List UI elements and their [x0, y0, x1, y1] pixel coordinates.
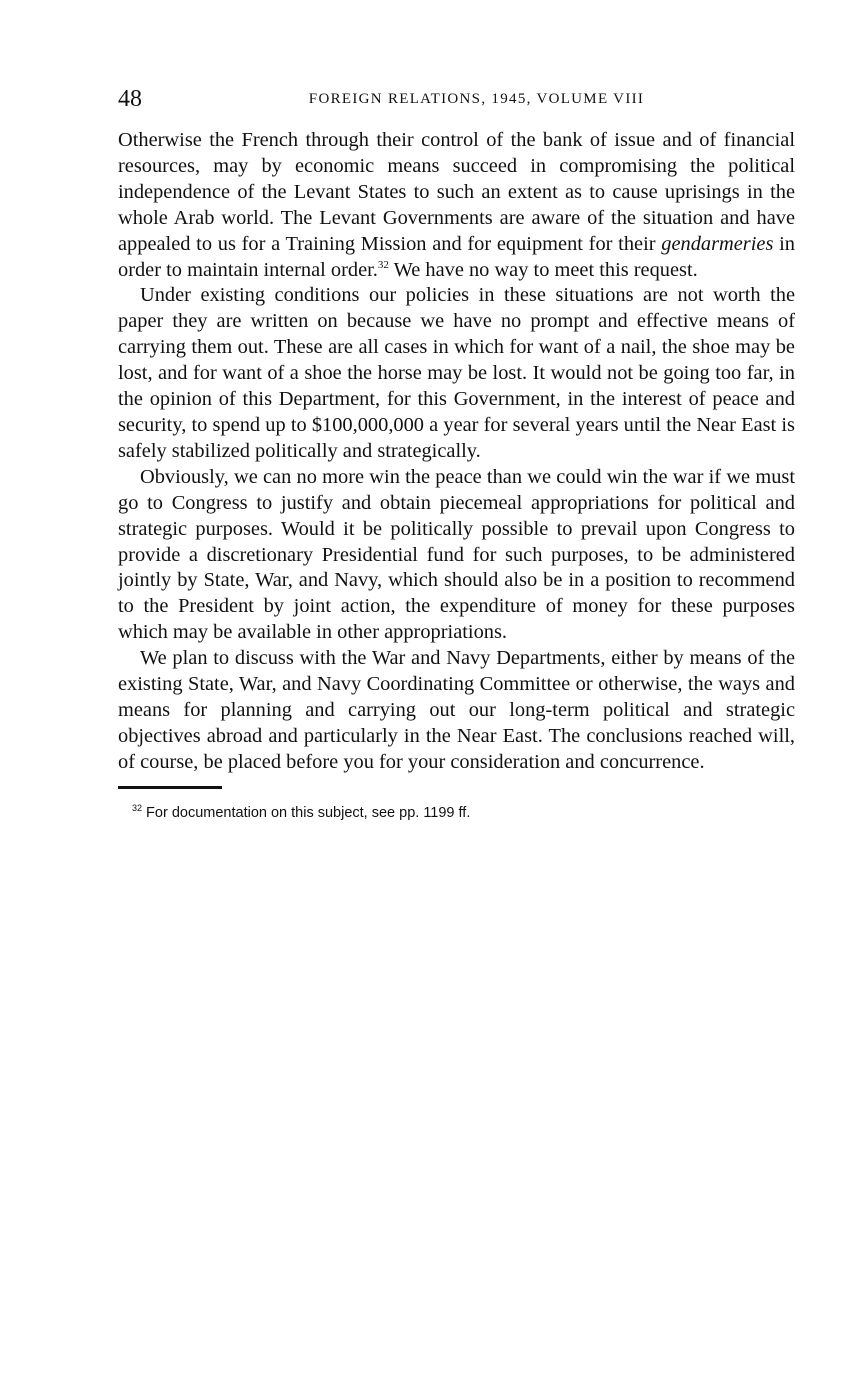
- paragraph-1-text: Otherwise the French through their control of the bank of issue and of financial resources, may by economic means succeed in compromising the political independence of the Levant States to such an extent as to cause uprisings in the whole Arab world. The Levant Governments are aware of the situation and have appealed to us for a Training Mission and for equipment for their: [118, 129, 795, 255]
- footnote: [132, 803, 795, 823]
- paragraph-1: [118, 128, 795, 283]
- italic-term: gendarmeries: [661, 232, 774, 255]
- footnote-divider: [118, 786, 222, 789]
- document-page: [118, 84, 795, 823]
- footnote-text: For documentation on this subject, see pp. 1199 ff.: [142, 804, 471, 821]
- page-number: 48: [118, 86, 142, 112]
- footnote-reference[interactable]: 32: [377, 258, 389, 271]
- page-header: [118, 84, 795, 114]
- paragraph-2: Under existing conditions our policies in these situations are not worth the paper they are written on because we have no prompt and effective means of carrying them out. These are all cases in which for want of a nail, the shoe may be lost, and for want of a shoe the horse may be lost. It would not be going too far, in the opinion of this Department, for this Government, in the interest of peace and security, to spend up to $100,000,000 a year for several years until the Near East is safely stabilized politically and strategically.: [118, 284, 795, 462]
- paragraph-1-end: We have no way to meet this request.: [388, 258, 698, 281]
- paragraph-4: We plan to discuss with the War and Navy Departments, either by means of the existing State, War, and Navy Coordinating Committee or otherwise, the ways and means for planning and carrying out our long-term political and strategic objectives abroad and particularly in the Near East. The conclusions reached will, of course, be placed before you for your consideration and concurrence.: [118, 647, 795, 773]
- body-text: [118, 128, 795, 776]
- running-title: FOREIGN RELATIONS, 1945, VOLUME VIII: [308, 91, 645, 107]
- footnote-marker: 32: [132, 802, 143, 813]
- paragraph-3: Obviously, we can no more win the peace than we could win the war if we must go to Congress to justify and obtain piecemeal appropriations for political and strategic purposes. Would it be politically possible to prevail upon Congress to provide a discretionary Presidential fund for such purposes, to be administered jointly by State, War, and Navy, which should also be in a position to recommend to the President by joint action, the expenditure of money for these purposes which may be available in other appropriations.: [118, 465, 795, 644]
- paragraph-1-continuation: in order to maintain internal order.: [118, 232, 795, 281]
